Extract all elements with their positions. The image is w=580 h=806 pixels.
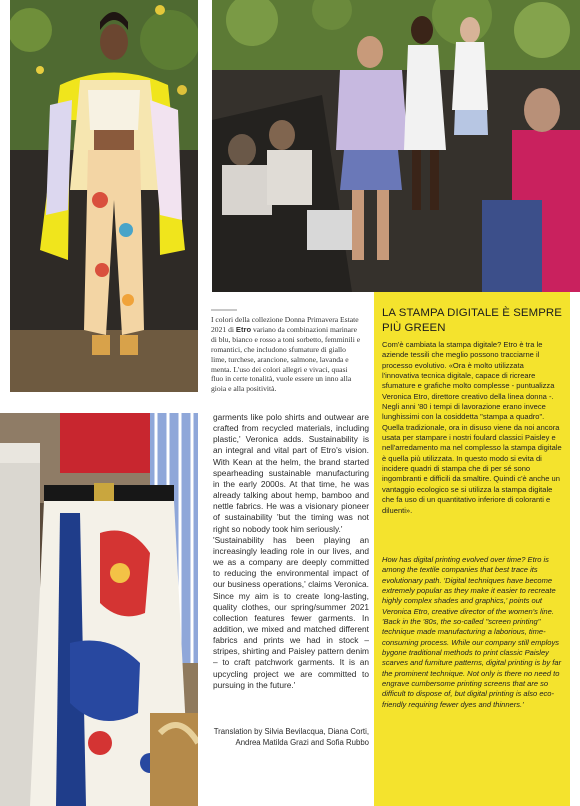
translation-credits: Translation by Silvia Bevilacqua, Diana Corti, Andrea Matilda Grazi and Sofia Rubbo [213,727,369,747]
article-paragraph: garments like polo shirts and outwear are crafted from recycled materials, including plastic,' Veronica adds. Sustainability is an integral and vital part of Etro's vision. With Kean at the helm, the brand started spearheading sustainable manufacturing in the early 2000s. At that time, he was already talking about hemp, bamboo and nettle fabrics. He was a visionary pioneer of sustainability 'but the timing was not right so nobody took him seriously.' [213,412,369,534]
sidebar-italian-text: Com'è cambiata la stampa digitale? Etro è tra le aziende tessili che meglio possono tracciarne il processo evolutivo. «Ora è molto utilizzata l'innovativa tecnica digitale, capace di ricreare sfumature e grafiche molto complesse - puntualizza Veronica Etro, direttore creativo della linea donna -. Negli anni '80 i tempi di lavorazione erano invece lunghissimi con la cosiddetta "stampa a quadro". Quella tradizionale, ora in disuso viene da noi ancora usata per stampare i nostri foulard classici Paisley e nell'arredamento ma nel complesso la stampa digitale è quella più utilizzata. In questo modo si evita di incidere quadri di stampa che di per sé sono ingombranti e difficili da smaltire. Quindi c'è anche un vantaggio ecologico se si utilizza la stampa digitale che fa uso di un quantitativo inferiore di coloranti e diluenti». [382,340,562,515]
caption-text-before: I colori della collezione Donna Primavera Estate 2021 di [211,315,359,334]
runway-photo-yellow-coat [10,0,198,392]
runway-photo-printed-skirt [0,413,198,806]
article-body [213,412,369,691]
sidebar-english-text: How has digital printing evolved over time? Etro is among the textile companies that best trace its evolutionary path. 'Digital techniques have become extremely popular as they make it easier to recreate highly complex shades and graphics,' points out Veronica Etro, creative director of the women's line. 'Back in the '80s, the so-called "screen printing" technique made manufacturing a laborious, time-consuming process. While our company still employs bygone traditional methods to print classic Paisley scarves and furniture patterns, digital printing is by far the prominent technique. Not only is there no need to engrave cumbersome printing screens that are so difficult to dispose of, but digital printing is also eco-friendly requiring fewer dyes and thinners.' [382,555,562,709]
sidebar-box [374,292,570,806]
sidebar-title: LA STAMPA DIGITALE È SEMPRE PIÙ GREEN [382,307,562,334]
runway-photo-audience [212,0,580,292]
caption-brand: Etro [235,324,252,334]
photo-caption [211,308,361,394]
article-paragraph: 'Sustainability has been playing an increasingly leading role in our lives, and we as a company are deeply committed to reducing the environmental impact of our business operations,' claims Veronica. Since my aim is to create long-lasting, quality clothes, our spring/summer 2021 collection features fewer garments. In addition, we mixed and matched different fabrics and prints we had in stock – stripes, shirting and Paisley pattern denim – to craft patchwork garments. It is an upcycling project we are committed to pursuing in the future.' [213,534,369,690]
caption-text-after: variano da combinazioni marinare di blu, bianco e rosso a toni sorbetto, femminili e romantici, che includono sfumature di giallo lime, turchese, arancione, salmone, lavanda e menta. L'uso dei colori allegri e vivaci, quasi fluo in certe tonalità, vuole essere un inno alla gioia e alla positività. [211,324,361,394]
